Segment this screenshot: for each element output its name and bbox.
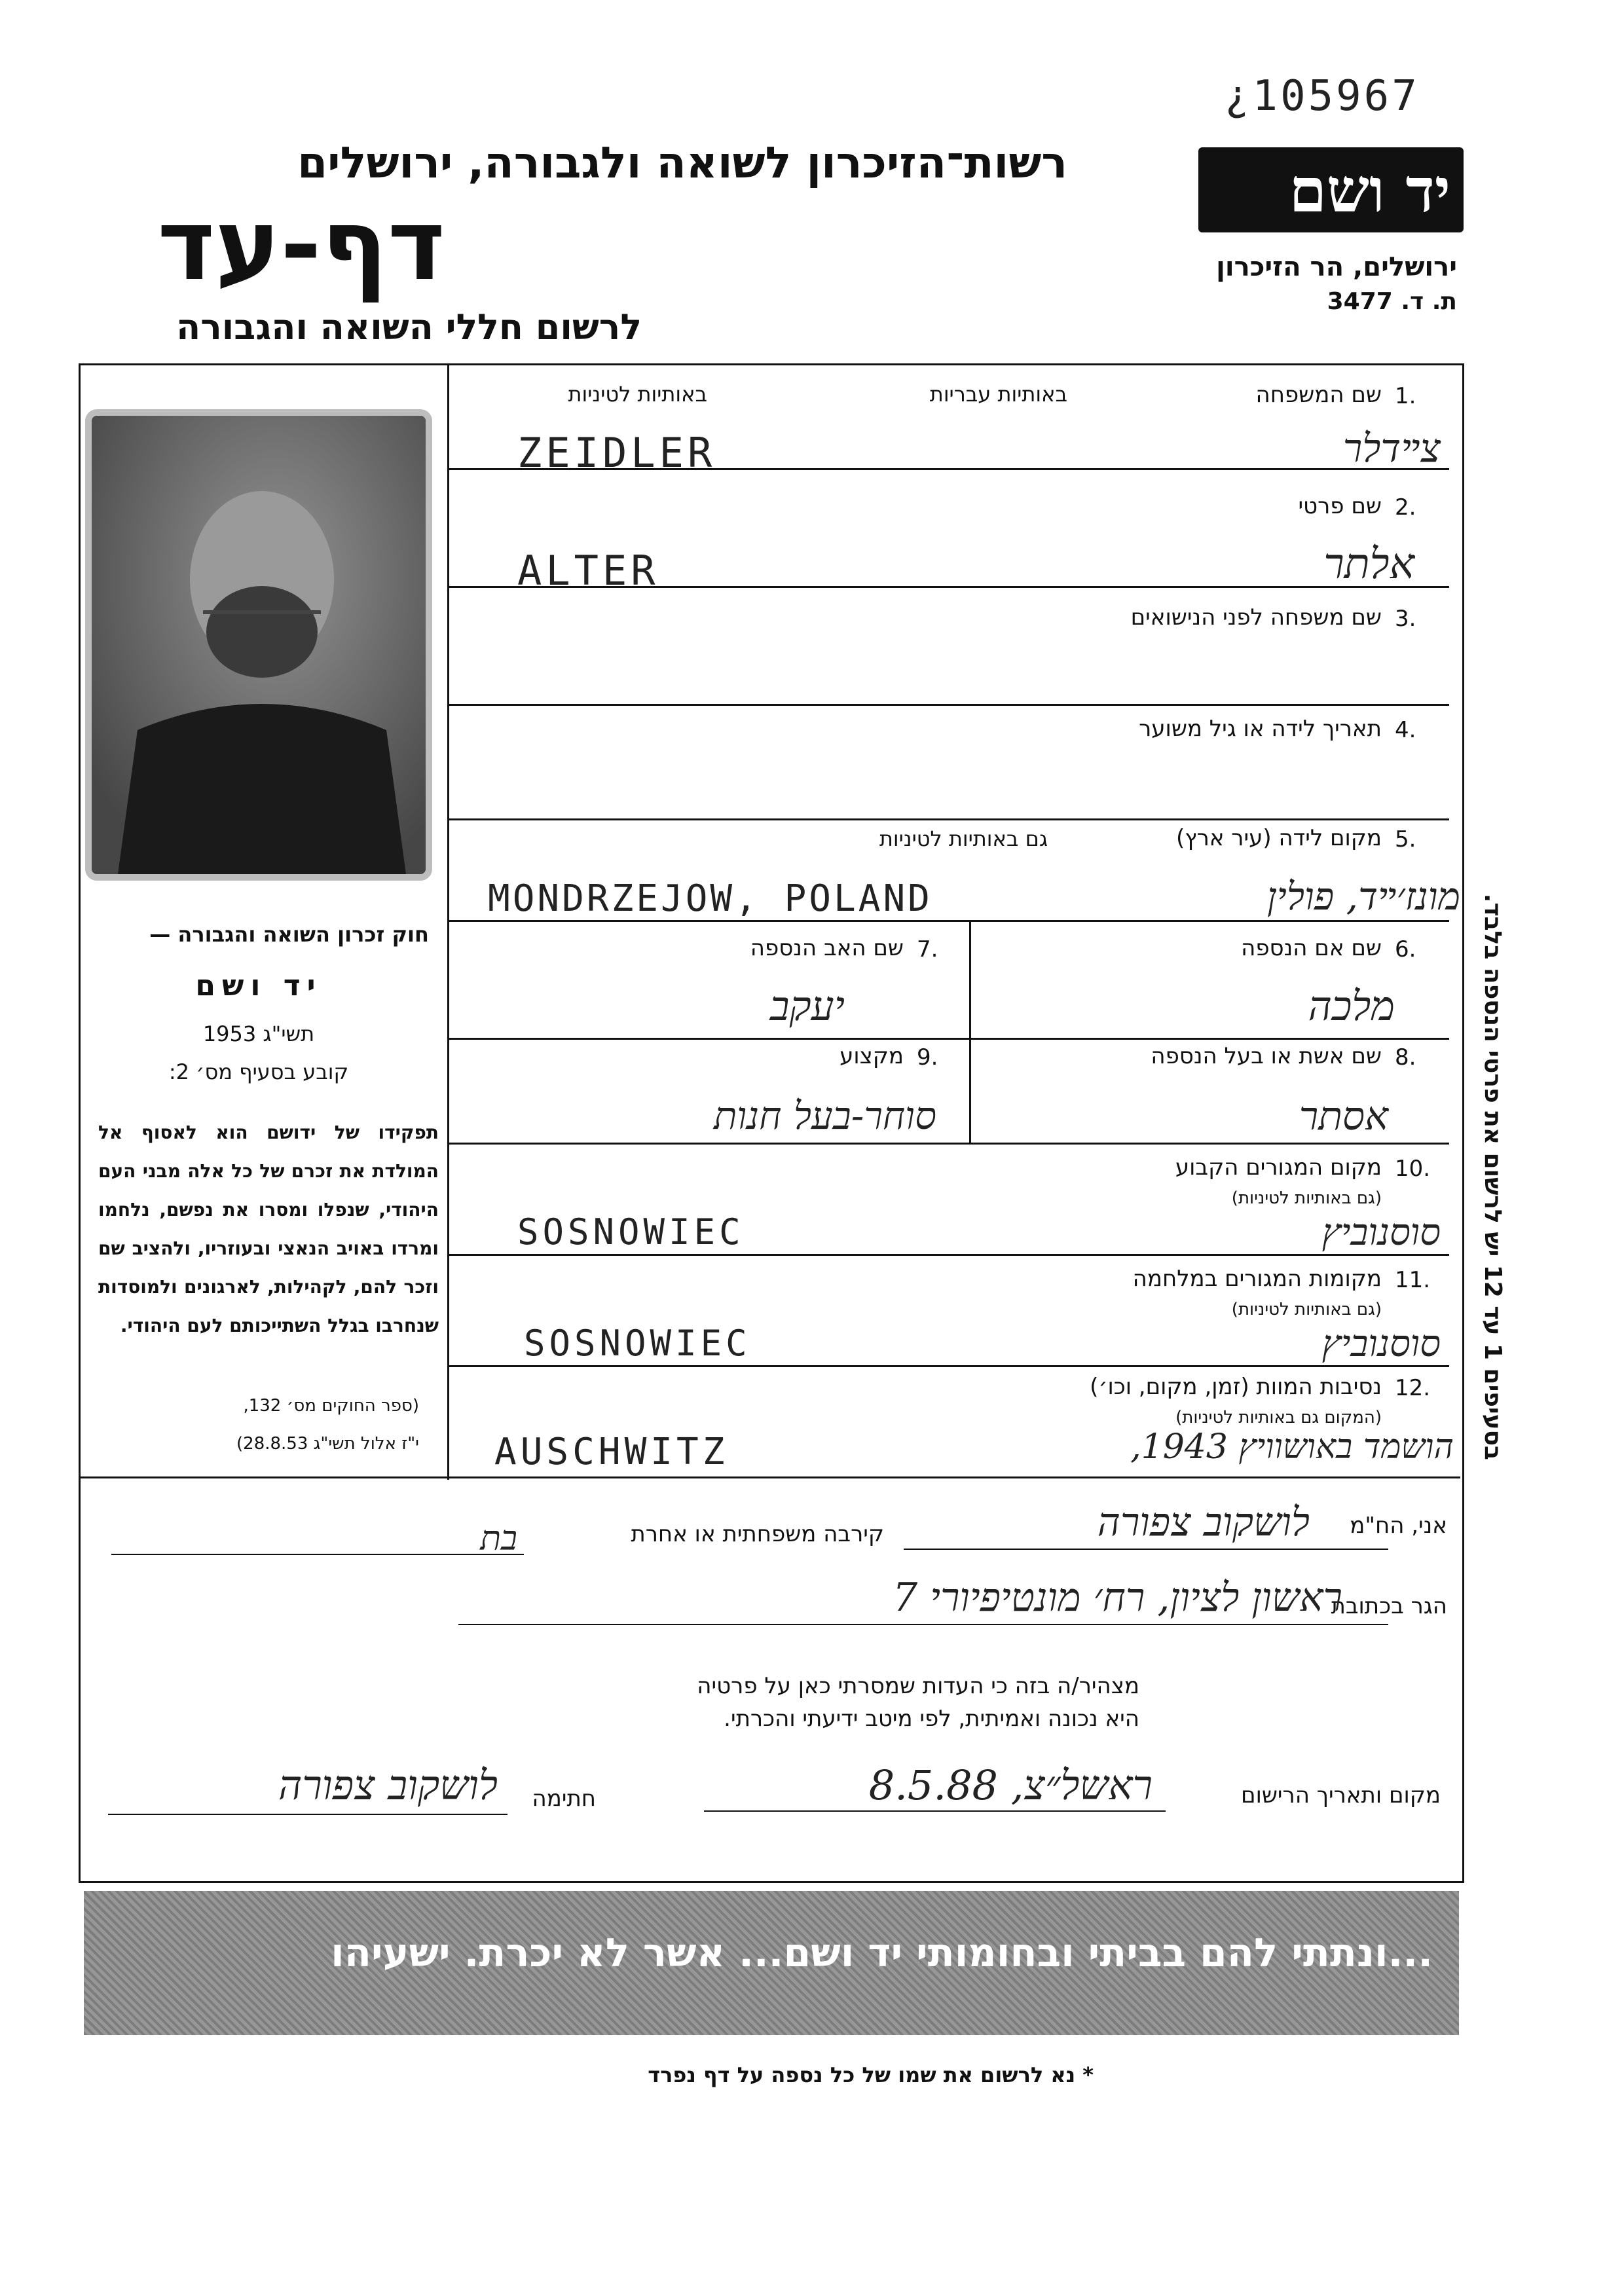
address-line (458, 1624, 1388, 1625)
field-5-latin-value: MONDRZEJOW, POLAND (488, 877, 932, 920)
field-5-label: מקום לידה (עיר ארץ) (1175, 825, 1382, 851)
field-2-hebrew-value: אלתר (1323, 540, 1414, 589)
signature-value: לושקוב צפורה (278, 1761, 498, 1809)
relation-line (111, 1554, 524, 1555)
field-7-label: שם האב הנספה (750, 935, 904, 961)
field-6-number: 6. (1395, 936, 1416, 963)
place-date-value: ראשל״צ, 8.5.88 (868, 1761, 1153, 1809)
field-10-hebrew-value: סוסנוביץ (1321, 1211, 1441, 1254)
declarant-name: לושקוב צפורה (1097, 1499, 1310, 1545)
field-11-label: מקומות המגורים במלחמה (1132, 1266, 1382, 1292)
address-line-1: ירושלים, הר הזיכרון (1216, 252, 1457, 282)
field-4-label: תאריך לידה או גיל משוער (1139, 716, 1382, 742)
field-10-label: מקום המגורים הקבוע (1175, 1154, 1382, 1181)
rule (447, 1254, 1449, 1256)
field-12-label: נסיבות המוות (זמן, מקום, וכו׳) (1090, 1374, 1382, 1400)
rule (447, 1365, 1449, 1367)
field-1-latin-value: ZEIDLER (517, 429, 716, 477)
rule (447, 1038, 1449, 1040)
field-2-label: שם פרטי (1298, 493, 1382, 519)
law-clause: קובע בסעיף מס׳ 2: (168, 1059, 349, 1084)
relation-label: קירבה משפחתית או אחרת (631, 1521, 884, 1547)
field-8-number: 8. (1395, 1044, 1416, 1071)
footer-note: * נא לרשום את שמו של כל נספה על דף נפרד (648, 2063, 1094, 2087)
field-3-number: 3. (1395, 606, 1416, 632)
form-title: דף-עד (157, 189, 445, 303)
rule (79, 1476, 1460, 1478)
field-1-number: 1. (1395, 383, 1416, 409)
field-2-latin-value: ALTER (517, 547, 659, 595)
field-10-latin-value: SOSNOWIEC (517, 1211, 745, 1253)
field-12-hebrew-value: הושמד באושוויץ 1943, (1130, 1427, 1454, 1467)
serial-number: ¿105967 (1225, 72, 1420, 120)
law-org: יד ושם (195, 969, 322, 1002)
address-line-2: ת. ד. 3477 (1327, 288, 1457, 315)
field-9-label: מקצוע (840, 1043, 904, 1069)
field-6-label: שם אם הנספה (1241, 935, 1382, 961)
col-hebrew-label: באותיות עבריות (929, 382, 1067, 407)
field-6-value: מלכה (1308, 982, 1395, 1030)
law-ref-2: י"ז אלול תשי"ג 28.8.53) (236, 1434, 419, 1454)
relation-value: בת (480, 1519, 517, 1558)
declarant-label: אני, הח"מ (1350, 1513, 1447, 1539)
field-8-label: שם אשת או בעל הנספה (1151, 1043, 1382, 1069)
rule (447, 1143, 1449, 1145)
field-1-hebrew-value: צײדלר (1342, 426, 1441, 471)
field-3-label: שם משפחה לפני הנישואים (1130, 604, 1382, 631)
field-10-number: 10. (1395, 1156, 1431, 1182)
field-5-hebrew-value: מונז׳ײד, פולין (1266, 874, 1460, 919)
field-11-sub: (גם באותיות לטיניות) (1231, 1300, 1382, 1319)
field-5-number: 5. (1395, 826, 1416, 853)
yad-vashem-logo (1198, 147, 1464, 232)
logo-text: יד ושם (1289, 155, 1450, 226)
form-subtitle: לרשום חללי השואה והגבורה (176, 306, 642, 348)
signature-label: חתימה (532, 1786, 596, 1812)
field-12-latin-value: AUSCHWITZ (494, 1431, 729, 1473)
signature-line (108, 1814, 507, 1815)
statement-line-1: מצהיר/ה בזה כי העדות שמסרתי כאן על פרטיה (697, 1673, 1139, 1699)
field-10-sub: (גם באותיות לטיניות) (1231, 1188, 1382, 1208)
place-date-line (704, 1810, 1166, 1812)
authority-name: רשות־הזיכרון לשואה ולגבורה, ירושלים (297, 138, 1067, 188)
portrait-figure (92, 416, 426, 874)
declarant-line (904, 1549, 1388, 1550)
field-7-value: יעקב (769, 982, 845, 1030)
side-note: בסעיפים 1 עד 12 יש לרשום את פרטי הנספה בלבד. (1479, 893, 1506, 1460)
address-value: ראשון לציון, רח׳ מונטיפיורי 7 (893, 1575, 1342, 1621)
field-9-value: סוחר-בעל חנות (714, 1093, 936, 1138)
field-11-latin-value: SOSNOWIEC (524, 1323, 751, 1364)
rule (969, 920, 971, 1143)
field-8-value: אסתר (1299, 1093, 1388, 1139)
quote-banner (84, 1891, 1459, 2035)
rule (447, 704, 1449, 706)
banner-text: ...ונתתי להם בביתי ובחומותי יד ושם... אשר לא יכרת. ישעיהו (331, 1930, 1433, 1976)
field-4-number: 4. (1395, 717, 1416, 743)
law-year: תשי"ג 1953 (202, 1021, 315, 1046)
place-date-label: מקום ותאריך הרישום (1241, 1782, 1441, 1808)
portrait-photo (85, 409, 432, 881)
field-7-number: 7. (917, 936, 938, 963)
law-body: תפקידו של ידושם הוא לאסוף אל המולדת את זכרם של כל אלה מבני העם היהודי, שנפלו ומסרו את נפשם, נלחמו ומרדו באויב הנאצי ובעוזריו, ולהציב שם וזכר להם, לקהילות, לארגונים ולמוסדות שנחרבו בגלל השתייכותם לעם היהודי. (98, 1122, 439, 1336)
field-11-number: 11. (1395, 1267, 1431, 1293)
law-heading: חוק זכרון השואה והגבורה — (149, 922, 429, 947)
field-9-number: 9. (917, 1044, 938, 1071)
rule (447, 920, 1449, 922)
address-label: הגר בכתובת (1331, 1593, 1447, 1619)
field-11-hebrew-value: סוסנוביץ (1321, 1323, 1441, 1365)
field-2-number: 2. (1395, 494, 1416, 521)
law-ref-1: (ספר החוקים מס׳ 132, (243, 1396, 419, 1416)
field-12-sub: (המקום גם באותיות לטיניות) (1175, 1408, 1382, 1427)
field-12-number: 12. (1395, 1375, 1431, 1401)
col-latin-label: באותיות לטיניות (568, 382, 707, 407)
statement-line-2: היא נכונה ואמיתית, לפי מיטב ידיעתי והכרתי. (724, 1706, 1139, 1732)
rule (447, 818, 1449, 820)
field-1-label: שם המשפחה (1255, 382, 1382, 408)
field-5-also-latin: גם באותיות לטיניות (879, 826, 1048, 851)
